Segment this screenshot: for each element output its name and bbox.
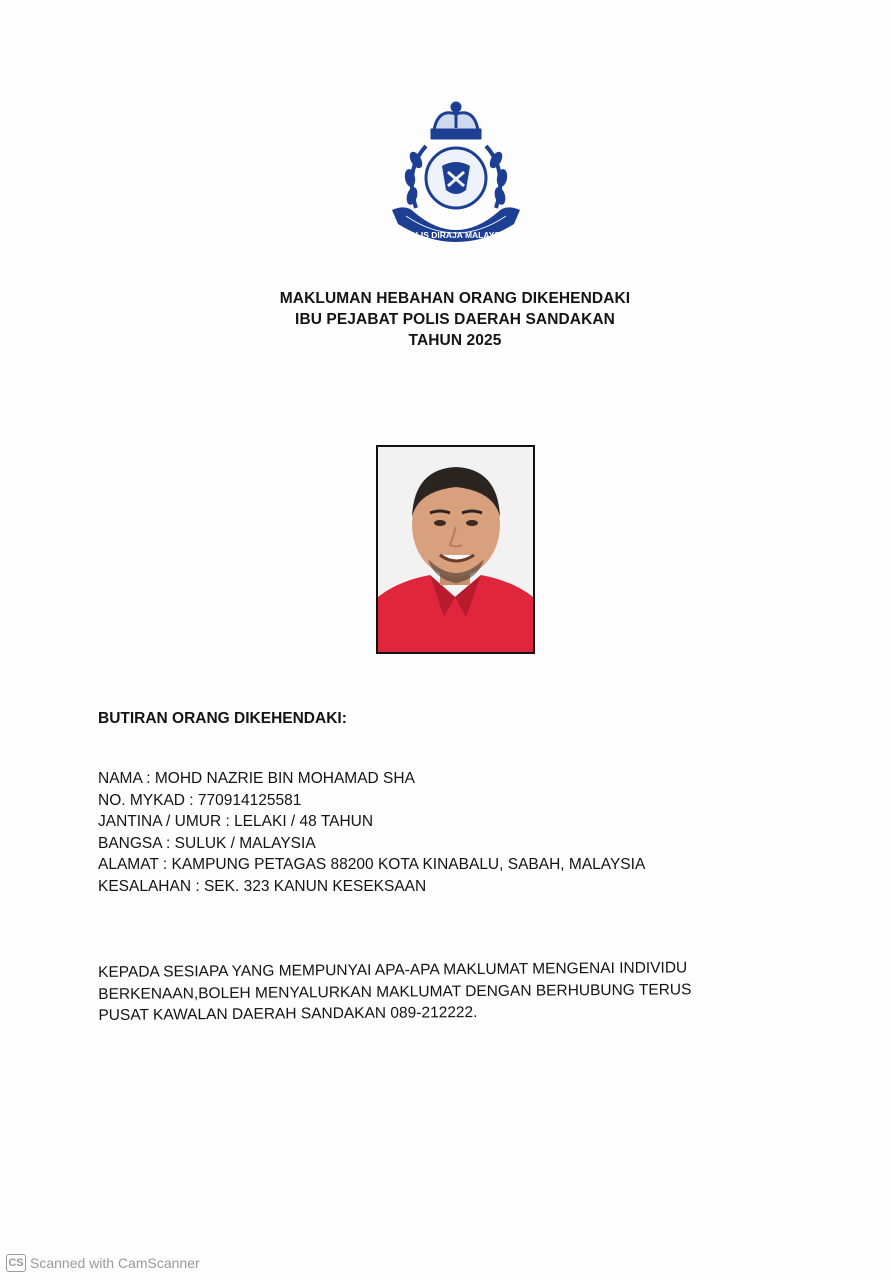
- notice-line-1: KEPADA SESIAPA YANG MEMPUNYAI APA-APA MAKLUMAT MENGENAI INDIVIDU: [98, 959, 688, 981]
- camscanner-logo-icon: CS: [6, 1254, 26, 1272]
- crest-ribbon-text: POLIS DIRAJA MALAYSIA: [403, 230, 509, 240]
- detail-address: ALAMAT : KAMPUNG PETAGAS 88200 KOTA KINABALU, SABAH, MALAYSIA: [98, 856, 646, 873]
- detail-offence: KESALAHAN : SEK. 323 KANUN KESEKSAAN: [98, 877, 427, 895]
- section-title: BUTIRAN ORANG DIKEHENDAKI:: [98, 710, 347, 727]
- detail-gender-age: JANTINA / UMUR : LELAKI / 48 TAHUN: [98, 813, 374, 830]
- scanner-watermark-text: Scanned with CamScanner: [30, 1255, 200, 1271]
- contact-notice: [98, 957, 692, 1026]
- portrait-photo: [378, 447, 533, 652]
- police-crest-emblem: [386, 100, 526, 250]
- person-details: [98, 768, 645, 897]
- notice-line-2: BERKENAAN,BOLEH MENYALURKAN MAKLUMAT DENGAN BERHUBUNG TERUS: [98, 980, 692, 1003]
- detail-mykad: NO. MYKAD : 770914125581: [98, 791, 302, 809]
- notice-header: [0, 288, 892, 351]
- detail-name: NAMA : MOHD NAZRIE BIN MOHAMAD SHA: [98, 770, 415, 787]
- header-office: IBU PEJABAT POLIS DAERAH SANDAKAN: [295, 311, 615, 328]
- notice-line-3: PUSAT KAWALAN DAERAH SANDAKAN 089-212222.: [98, 1004, 478, 1024]
- wanted-person-photo: [376, 445, 535, 654]
- header-title: MAKLUMAN HEBAHAN ORANG DIKEHENDAKI: [279, 290, 631, 307]
- scanner-watermark: [6, 1253, 200, 1273]
- header-year: TAHUN 2025: [408, 332, 502, 349]
- detail-race: BANGSA : SULUK / MALAYSIA: [98, 834, 316, 852]
